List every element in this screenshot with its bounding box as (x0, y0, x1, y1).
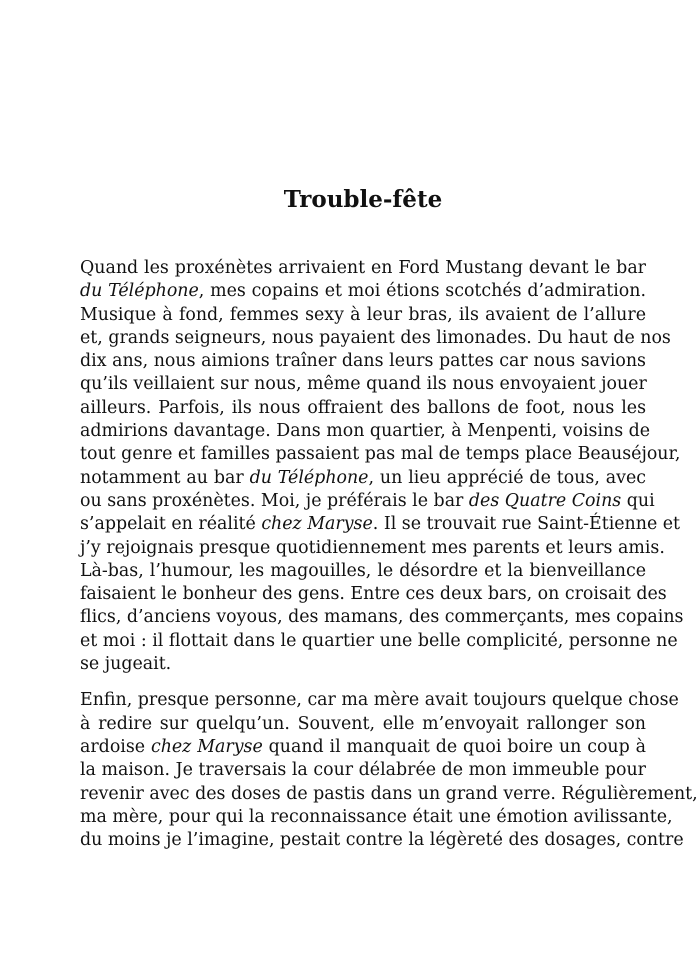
text-line (80, 606, 684, 629)
text-run: du moins je l’imagine, pestait contre la légèreté des dosages, contre (80, 830, 684, 851)
text-run: Musique à fond, femmes sexy à leur bras, ils avaient de l’allure (80, 304, 646, 325)
text-run: , un lieu apprécié de tous, avec (368, 467, 646, 488)
text-line (80, 304, 646, 327)
text-run: la maison. Je traversais la cour délabrée de mon immeuble pour (80, 760, 646, 781)
text-line (80, 560, 646, 583)
text-line (80, 280, 646, 303)
text-run: s’appelait en réalité (80, 514, 262, 535)
text-run: Enfin, presque personne, car ma mère avait toujours quelque chose (80, 690, 679, 711)
text-run: admirions davantage. Dans mon quartier, à Menpenti, voisins de (80, 421, 651, 442)
paragraph (80, 689, 698, 852)
text-line (80, 806, 673, 829)
text-line (80, 736, 646, 759)
text-line (80, 713, 646, 736)
text-run: dix ans, nous aimions traîner dans leurs pattes car nous savions (80, 351, 646, 372)
text-run: , mes copains et moi étions scotchés d’admiration. (198, 281, 646, 302)
text-line (80, 783, 698, 806)
text-line (80, 443, 681, 466)
text-run: qu’ils veillaient sur nous, même quand ils nous envoyaient jouer (80, 374, 647, 395)
text-line (80, 537, 665, 560)
italic-text: des Quatre Coins (468, 490, 622, 511)
text-line (80, 467, 646, 490)
text-line (80, 397, 646, 420)
text-line (80, 583, 667, 606)
italic-text: du Téléphone (249, 467, 369, 488)
text-run: Là-bas, l’humour, les magouilles, le désordre et la bienveillance (80, 560, 646, 581)
text-run: tout genre et familles passaient pas mal de temps place Beauséjour, (80, 444, 681, 465)
text-line (80, 689, 679, 712)
text-run: ou sans proxénètes. Moi, je préférais le bar (80, 490, 469, 511)
italic-text: chez Maryse (150, 736, 263, 757)
text-line (80, 829, 684, 852)
text-run: notamment au bar (80, 467, 250, 488)
text-line (80, 373, 646, 396)
text-run: faisaient le bonheur des gens. Entre ces deux bars, on croisait des (80, 584, 667, 605)
chapter-title: Trouble-fête (283, 186, 443, 213)
text-run: quand il manquait de quoi boire un coup à (262, 736, 647, 757)
text-run: ma mère, pour qui la reconnaissance était une émotion avilissante, (80, 806, 673, 827)
text-run: Quand les proxénètes arrivaient en Ford Mustang devant le bar (80, 258, 646, 278)
text-line (80, 653, 646, 676)
chapter-body (80, 257, 698, 852)
text-run: flics, d’anciens voyous, des mamans, des commerçants, mes copains (80, 607, 684, 628)
text-run: revenir avec des doses de pastis dans un grand verre. Régulièrement, (80, 783, 698, 804)
text-line (80, 759, 646, 782)
text-line (80, 327, 671, 350)
text-run: et moi : il flottait dans le quartier une belle complicité, personne ne (80, 630, 678, 651)
text-line (80, 490, 655, 513)
text-run: se jugeait. (80, 654, 172, 675)
text-run: j’y rejoignais presque quotidiennement mes parents et leurs amis. (80, 537, 665, 558)
text-line (80, 420, 651, 443)
italic-text: chez Maryse (261, 514, 373, 535)
italic-text: du Téléphone (80, 281, 199, 302)
text-line (80, 513, 681, 536)
text-run: ailleurs. Parfois, ils nous offraient des ballons de foot, nous les (80, 397, 646, 418)
paragraph (80, 257, 684, 676)
text-run: ardoise (80, 736, 151, 757)
text-run: . Il se trouvait rue Saint-Étienne et (372, 514, 681, 535)
text-run: à redire sur quelqu’un. Souvent, elle m’envoyait rallonger son (80, 713, 646, 734)
paragraph-gap (80, 676, 646, 689)
text-line (80, 630, 678, 653)
text-line (80, 350, 646, 373)
text-run: et, grands seigneurs, nous payaient des limonades. Du haut de nos (80, 327, 671, 348)
text-line (80, 257, 646, 280)
text-run: qui (621, 490, 655, 511)
